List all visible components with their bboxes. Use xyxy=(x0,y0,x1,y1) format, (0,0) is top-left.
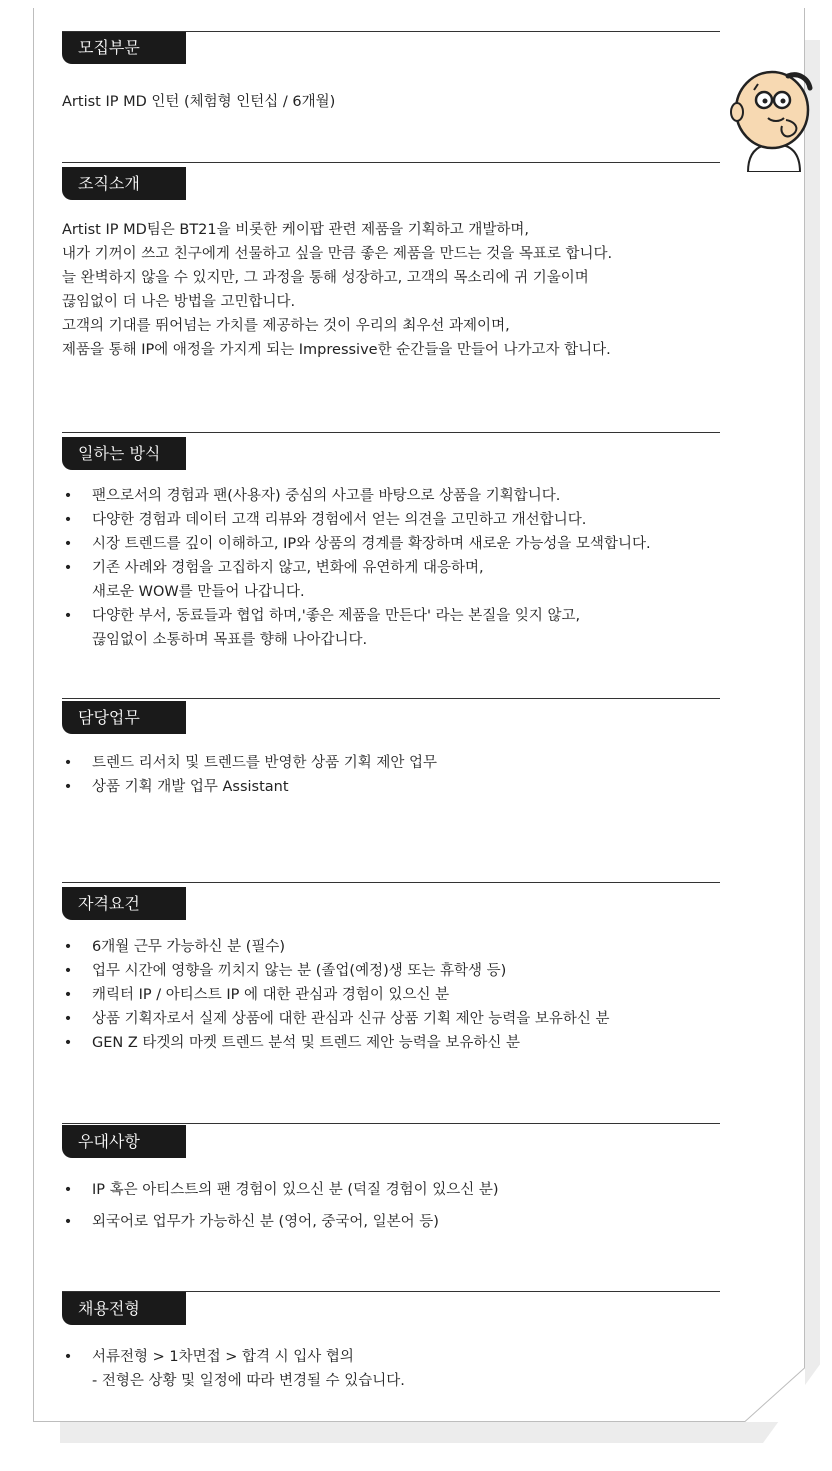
section-title-duties: 담당업무 xyxy=(62,701,186,734)
section-divider xyxy=(62,432,720,433)
list-item-text: 업무 시간에 영향을 끼치지 않는 분 (졸업(예정)생 또는 휴학생 등) xyxy=(92,963,507,979)
bullet-icon: • xyxy=(63,939,73,955)
section-divider xyxy=(62,31,720,32)
qualifications-list xyxy=(62,935,610,1055)
bullet-icon: • xyxy=(63,963,73,979)
bullet-icon: • xyxy=(63,755,73,771)
list-item-text: 6개월 근무 가능하신 분 (필수) xyxy=(92,939,286,955)
list-item-text: IP 혹은 아티스트의 팬 경험이 있으신 분 (덕질 경험이 있으신 분) xyxy=(92,1182,499,1198)
list-item-text: 다양한 경험과 데이터 고객 리뷰와 경험에서 얻는 의견을 고민하고 개선합니다. xyxy=(92,512,587,528)
section-title-preferences: 우대사항 xyxy=(62,1125,186,1158)
organization-intro-line: 고객의 기대를 뛰어넘는 가치를 제공하는 것이 우리의 최우선 과제이며, xyxy=(62,318,510,334)
section-divider xyxy=(62,698,720,699)
organization-intro-text xyxy=(62,218,612,362)
bullet-icon: • xyxy=(63,512,73,528)
section-divider xyxy=(62,882,720,883)
list-item-text: - 전형은 상황 및 일정에 따라 변경될 수 있습니다. xyxy=(92,1373,405,1389)
organization-intro-line: 제품을 통해 IP에 애정을 가지게 되는 Impressive한 순간들을 만들어 나가고자 합니다. xyxy=(62,342,611,358)
bullet-icon: • xyxy=(63,1214,73,1230)
list-item-text: 시장 트렌드를 깊이 이해하고, IP와 상품의 경계를 확장하며 새로운 가능성을 모색합니다. xyxy=(92,536,651,552)
bullet-icon: • xyxy=(63,488,73,504)
section-title-work-style: 일하는 방식 xyxy=(62,437,186,470)
list-item xyxy=(62,604,651,652)
list-item-text: 상품 기획 개발 업무 Assistant xyxy=(92,779,289,795)
list-item-text: 상품 기획자로서 실제 상품에 대한 관심과 신규 상품 기획 제안 능력을 보유하신 분 xyxy=(92,1011,610,1027)
list-item-text: 트렌드 리서치 및 트렌드를 반영한 상품 기획 제안 업무 xyxy=(92,755,438,771)
list-item xyxy=(62,484,651,508)
bullet-icon: • xyxy=(63,1349,73,1365)
organization-intro-line: Artist IP MD팀은 BT21을 비롯한 케이팝 관련 제품을 기획하고 개발하며, xyxy=(62,222,530,238)
preferences-list xyxy=(62,1178,499,1234)
duties-list xyxy=(62,751,437,799)
bullet-icon: • xyxy=(63,1011,73,1027)
list-item-text: 서류전형 > 1차면접 > 합격 시 입사 협의 xyxy=(92,1349,354,1365)
bullet-icon: • xyxy=(63,608,73,624)
section-title-organization: 조직소개 xyxy=(62,167,186,200)
section-divider xyxy=(62,1123,720,1124)
list-item-text: 기존 사례와 경험을 고집하지 않고, 변화에 유연하게 대응하며, xyxy=(92,560,484,576)
list-item-text: 끊임없이 소통하며 목표를 향해 나아갑니다. xyxy=(92,632,368,648)
list-item xyxy=(62,1210,499,1234)
list-item xyxy=(62,556,651,604)
section-title-qualifications: 자격요건 xyxy=(62,887,186,920)
recruit-position-text xyxy=(62,90,335,114)
list-item xyxy=(62,751,437,775)
work-style-list xyxy=(62,484,651,652)
hiring-process-list xyxy=(62,1345,405,1393)
bullet-icon: • xyxy=(63,779,73,795)
organization-intro-line: 내가 기꺼이 쓰고 친구에게 선물하고 싶을 만큼 좋은 제품을 만드는 것을 목표로 합니다. xyxy=(62,246,613,262)
list-item-text: 팬으로서의 경험과 팬(사용자) 중심의 사고를 바탕으로 상품을 기획합니다. xyxy=(92,488,561,504)
bullet-icon: • xyxy=(63,536,73,552)
list-item-text: GEN Z 타겟의 마켓 트렌드 분석 및 트렌드 제안 능력을 보유하신 분 xyxy=(92,1035,521,1051)
list-item xyxy=(62,983,610,1007)
recruit-position-line: Artist IP MD 인턴 (체험형 인턴십 / 6개월) xyxy=(62,94,336,110)
bullet-icon: • xyxy=(63,1035,73,1051)
list-item xyxy=(62,959,610,983)
list-item-text: 새로운 WOW를 만들어 나갑니다. xyxy=(92,584,305,600)
organization-intro-line: 늘 완벽하지 않을 수 있지만, 그 과정을 통해 성장하고, 고객의 목소리에 귀 기울이며 xyxy=(62,270,589,286)
list-item xyxy=(62,1178,499,1202)
list-item xyxy=(62,1031,610,1055)
bullet-icon: • xyxy=(63,560,73,576)
section-title-hiring-process: 채용전형 xyxy=(62,1292,186,1325)
list-item-text: 다양한 부서, 동료들과 협업 하며,'좋은 제품을 만든다' 라는 본질을 잊지 않고, xyxy=(92,608,581,624)
list-item xyxy=(62,532,651,556)
section-divider xyxy=(62,162,720,163)
bullet-icon: • xyxy=(63,987,73,1003)
list-item xyxy=(62,508,651,532)
bald-glasses-character-icon xyxy=(728,60,820,172)
list-item xyxy=(62,935,610,959)
list-item xyxy=(62,1345,405,1393)
list-item-text: 외국어로 업무가 가능하신 분 (영어, 중국어, 일본어 등) xyxy=(92,1214,439,1230)
organization-intro-line: 끊임없이 더 나은 방법을 고민합니다. xyxy=(62,294,296,310)
bullet-icon: • xyxy=(63,1182,73,1198)
list-item xyxy=(62,1007,610,1031)
section-title-recruit-position: 모집부문 xyxy=(62,31,186,64)
list-item-text: 캐릭터 IP / 아티스트 IP 에 대한 관심과 경험이 있으신 분 xyxy=(92,987,450,1003)
list-item xyxy=(62,775,437,799)
